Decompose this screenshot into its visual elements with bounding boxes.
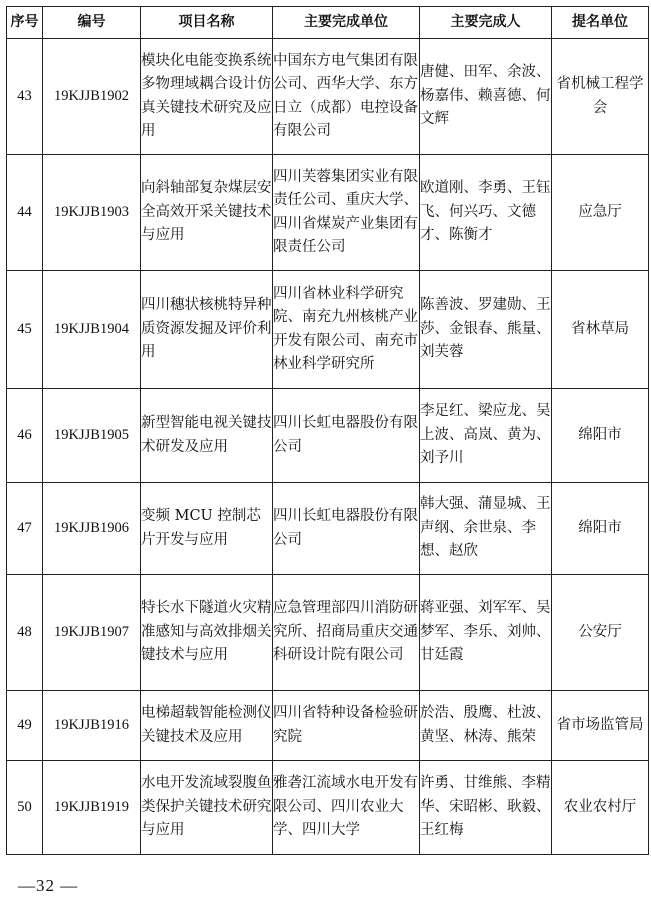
row-people: 李足红、梁应龙、吴上波、高岚、黄为、刘予川 bbox=[420, 389, 552, 483]
table-row bbox=[7, 761, 649, 855]
row-people: 陈善波、罗建勋、王莎、金银春、熊量、刘芙蓉 bbox=[420, 271, 552, 389]
row-seq: 43 bbox=[7, 39, 43, 155]
row-people: 蒋亚强、刘军军、吴梦军、李乐、刘帅、甘廷霞 bbox=[420, 575, 552, 691]
table-row bbox=[7, 691, 649, 761]
row-code: 19KJJB1902 bbox=[43, 39, 141, 155]
table-row bbox=[7, 483, 649, 575]
row-seq: 49 bbox=[7, 691, 43, 761]
row-code: 19KJJB1916 bbox=[43, 691, 141, 761]
table-row bbox=[7, 389, 649, 483]
table-row bbox=[7, 575, 649, 691]
row-people: 於浩、殷鹰、杜波、黄坚、林涛、熊荣 bbox=[420, 691, 552, 761]
row-people: 唐健、田军、余波、杨嘉伟、赖喜德、何文辉 bbox=[420, 39, 552, 155]
row-project-name: 电梯超载智能检测仪关键技术及应用 bbox=[141, 691, 273, 761]
row-people: 韩大强、蒲显城、王声纲、余世泉、李想、赵欣 bbox=[420, 483, 552, 575]
row-code: 19KJJB1906 bbox=[43, 483, 141, 575]
header-seq: 序号 bbox=[7, 7, 43, 39]
page-number: —32 — bbox=[18, 876, 79, 895]
header-code: 编号 bbox=[43, 7, 141, 39]
row-people: 欧道刚、李勇、王钰飞、何兴巧、文德才、陈衡才 bbox=[420, 155, 552, 271]
row-organization: 雅砻江流域水电开发有限公司、四川农业大学、四川大学 bbox=[273, 761, 420, 855]
row-nominator: 农业农村厅 bbox=[552, 761, 649, 855]
header-people: 主要完成人 bbox=[420, 7, 552, 39]
row-nominator: 绵阳市 bbox=[552, 483, 649, 575]
row-seq: 50 bbox=[7, 761, 43, 855]
row-organization: 四川长虹电器股份有限公司 bbox=[273, 389, 420, 483]
row-project-name: 向斜轴部复杂煤层安全高效开采关键技术与应用 bbox=[141, 155, 273, 271]
header-organization: 主要完成单位 bbox=[273, 7, 420, 39]
row-project-name: 特长水下隧道火灾精准感知与高效排烟关键技术与应用 bbox=[141, 575, 273, 691]
row-project-name: 变频 MCU 控制芯片开发与应用 bbox=[141, 483, 273, 575]
row-seq: 48 bbox=[7, 575, 43, 691]
header-row bbox=[7, 7, 649, 39]
row-organization: 四川省特种设备检验研究院 bbox=[273, 691, 420, 761]
row-seq: 47 bbox=[7, 483, 43, 575]
row-nominator: 省机械工程学会 bbox=[552, 39, 649, 155]
table-row bbox=[7, 271, 649, 389]
row-code: 19KJJB1903 bbox=[43, 155, 141, 271]
row-project-name: 模块化电能变换系统多物理域耦合设计仿真关键技术研究及应用 bbox=[141, 39, 273, 155]
row-code: 19KJJB1905 bbox=[43, 389, 141, 483]
row-project-name: 四川穗状核桃特异种质资源发掘及评价利用 bbox=[141, 271, 273, 389]
row-nominator: 省市场监管局 bbox=[552, 691, 649, 761]
row-people: 许勇、甘维熊、李精华、宋昭彬、耿毅、王红梅 bbox=[420, 761, 552, 855]
row-nominator: 省林草局 bbox=[552, 271, 649, 389]
table-row bbox=[7, 155, 649, 271]
row-organization: 四川省林业科学研究院、南充九州核桃产业开发有限公司、南充市林业科学研究所 bbox=[273, 271, 420, 389]
row-nominator: 公安厅 bbox=[552, 575, 649, 691]
row-seq: 45 bbox=[7, 271, 43, 389]
row-nominator: 应急厅 bbox=[552, 155, 649, 271]
row-project-name: 水电开发流域裂腹鱼类保护关键技术研究与应用 bbox=[141, 761, 273, 855]
row-project-name: 新型智能电视关键技术研发及应用 bbox=[141, 389, 273, 483]
row-code: 19KJJB1919 bbox=[43, 761, 141, 855]
row-seq: 44 bbox=[7, 155, 43, 271]
header-project-name: 项目名称 bbox=[141, 7, 273, 39]
row-organization: 应急管理部四川消防研究所、招商局重庆交通科研设计院有限公司 bbox=[273, 575, 420, 691]
row-organization: 中国东方电气集团有限公司、西华大学、东方日立（成都）电控设备有限公司 bbox=[273, 39, 420, 155]
row-organization: 四川芙蓉集团实业有限责任公司、重庆大学、四川省煤炭产业集团有限责任公司 bbox=[273, 155, 420, 271]
table-row bbox=[7, 39, 649, 155]
row-seq: 46 bbox=[7, 389, 43, 483]
header-nominator: 提名单位 bbox=[552, 7, 649, 39]
award-table bbox=[6, 6, 649, 855]
row-organization: 四川长虹电器股份有限公司 bbox=[273, 483, 420, 575]
row-nominator: 绵阳市 bbox=[552, 389, 649, 483]
row-code: 19KJJB1904 bbox=[43, 271, 141, 389]
row-code: 19KJJB1907 bbox=[43, 575, 141, 691]
